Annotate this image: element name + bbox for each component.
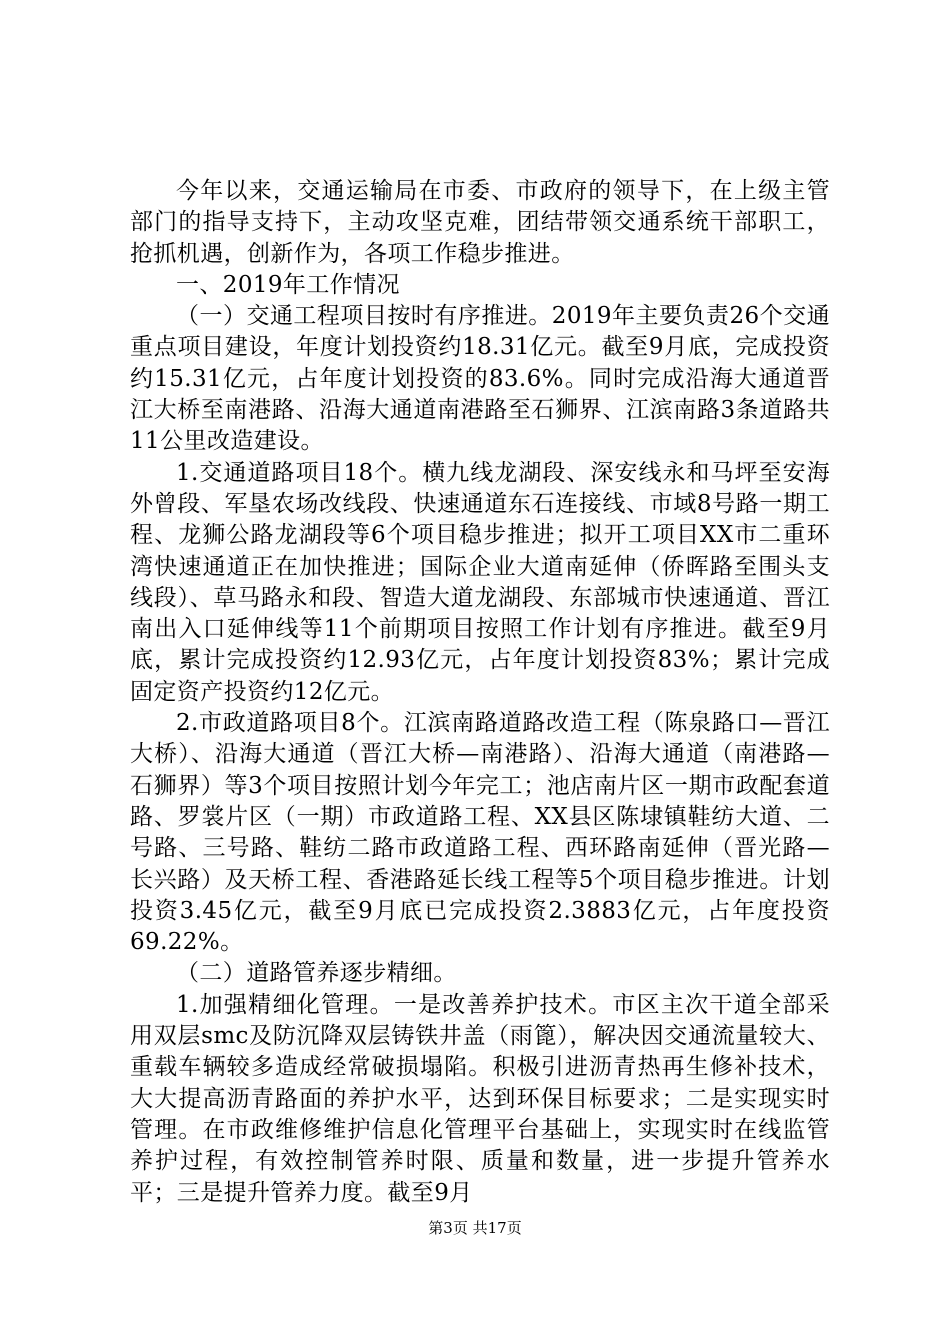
subheading-road-maintenance: （二）道路管养逐步精细。 (176, 960, 457, 987)
paragraph-fine-management: 1.加强精细化管理。一是改善养护技术。市区主次干道全部采用双层smc及防沉降双层铸铁井盖（雨篦），解决因交通流量较大、重载车辆较多造成经常破损塌陷。积极引进沥青热再生修补技术，大大提高沥青路面的养护水平，达到环保目标要求；二是实现实时管理。在市政维修维护信息化管理平台基础上，实现实时在线监管养护过程，有效控制管养时限、质量和数量，进一步提升管养水平；三是提升管养力度。截至9月 (130, 991, 830, 1206)
page-footer: 第3页 共17页 (428, 1219, 522, 1237)
paragraph-municipal-roads: 2.市政道路项目8个。江滨南路道路改造工程（陈泉路口—晋江大桥）、沿海大通道（晋江大桥—南港路）、沿海大通道（南港路—石狮界）等3个项目按照计划今年完工；池店南片区一期市政配套道路、罗裳片区（一期）市政道路工程、XX县区陈埭镇鞋纺大道、二号路、三号路、鞋纺二路市政道路工程、西环路南延伸（晋光路—长兴路）及天桥工程、香港路延长线工程等5个项目稳步推进。计划投资3.45亿元，截至9月底已完成投资2.3883亿元，占年度投资69.22%。 (130, 710, 830, 956)
document-body (130, 176, 830, 1209)
section-heading-work-status: 一、2019年工作情况 (176, 271, 400, 298)
paragraph-intro: 今年以来，交通运输局在市委、市政府的领导下，在上级主管部门的指导支持下，主动攻坚克难，团结带领交通系统干部职工，抢抓机遇，创新作为，各项工作稳步推进。 (130, 178, 830, 267)
paragraph-road-projects: 1.交通道路项目18个。横九线龙湖段、深安线永和马坪至安海外曾段、军垦农场改线段、快速通道东石连接线、市域8号路一期工程、龙狮公路龙湖段等6个项目稳步推进；拟开工项目XX市二重环湾快速通道正在加快推进；国际企业大道南延伸（侨晖路至围头支线段）、草马路永和段、智造大道龙湖段、东部城市快速通道、晋江南出入口延伸线等11个前期项目按照工作计划有序推进。截至9月底，累计完成投资约12.93亿元，占年度计划投资83%；累计完成固定资产投资约12亿元。 (130, 459, 830, 705)
paragraph-transport-projects: （一）交通工程项目按时有序推进。2019年主要负责26个交通重点项目建设，年度计划投资约18.31亿元。截至9月底，完成投资约15.31亿元，占年度计划投资的83.6%。同时完成沿海大通道晋江大桥至南港路、沿海大通道南港路至石狮界、江滨南路3条道路共11公里改造建设。 (130, 303, 830, 455)
